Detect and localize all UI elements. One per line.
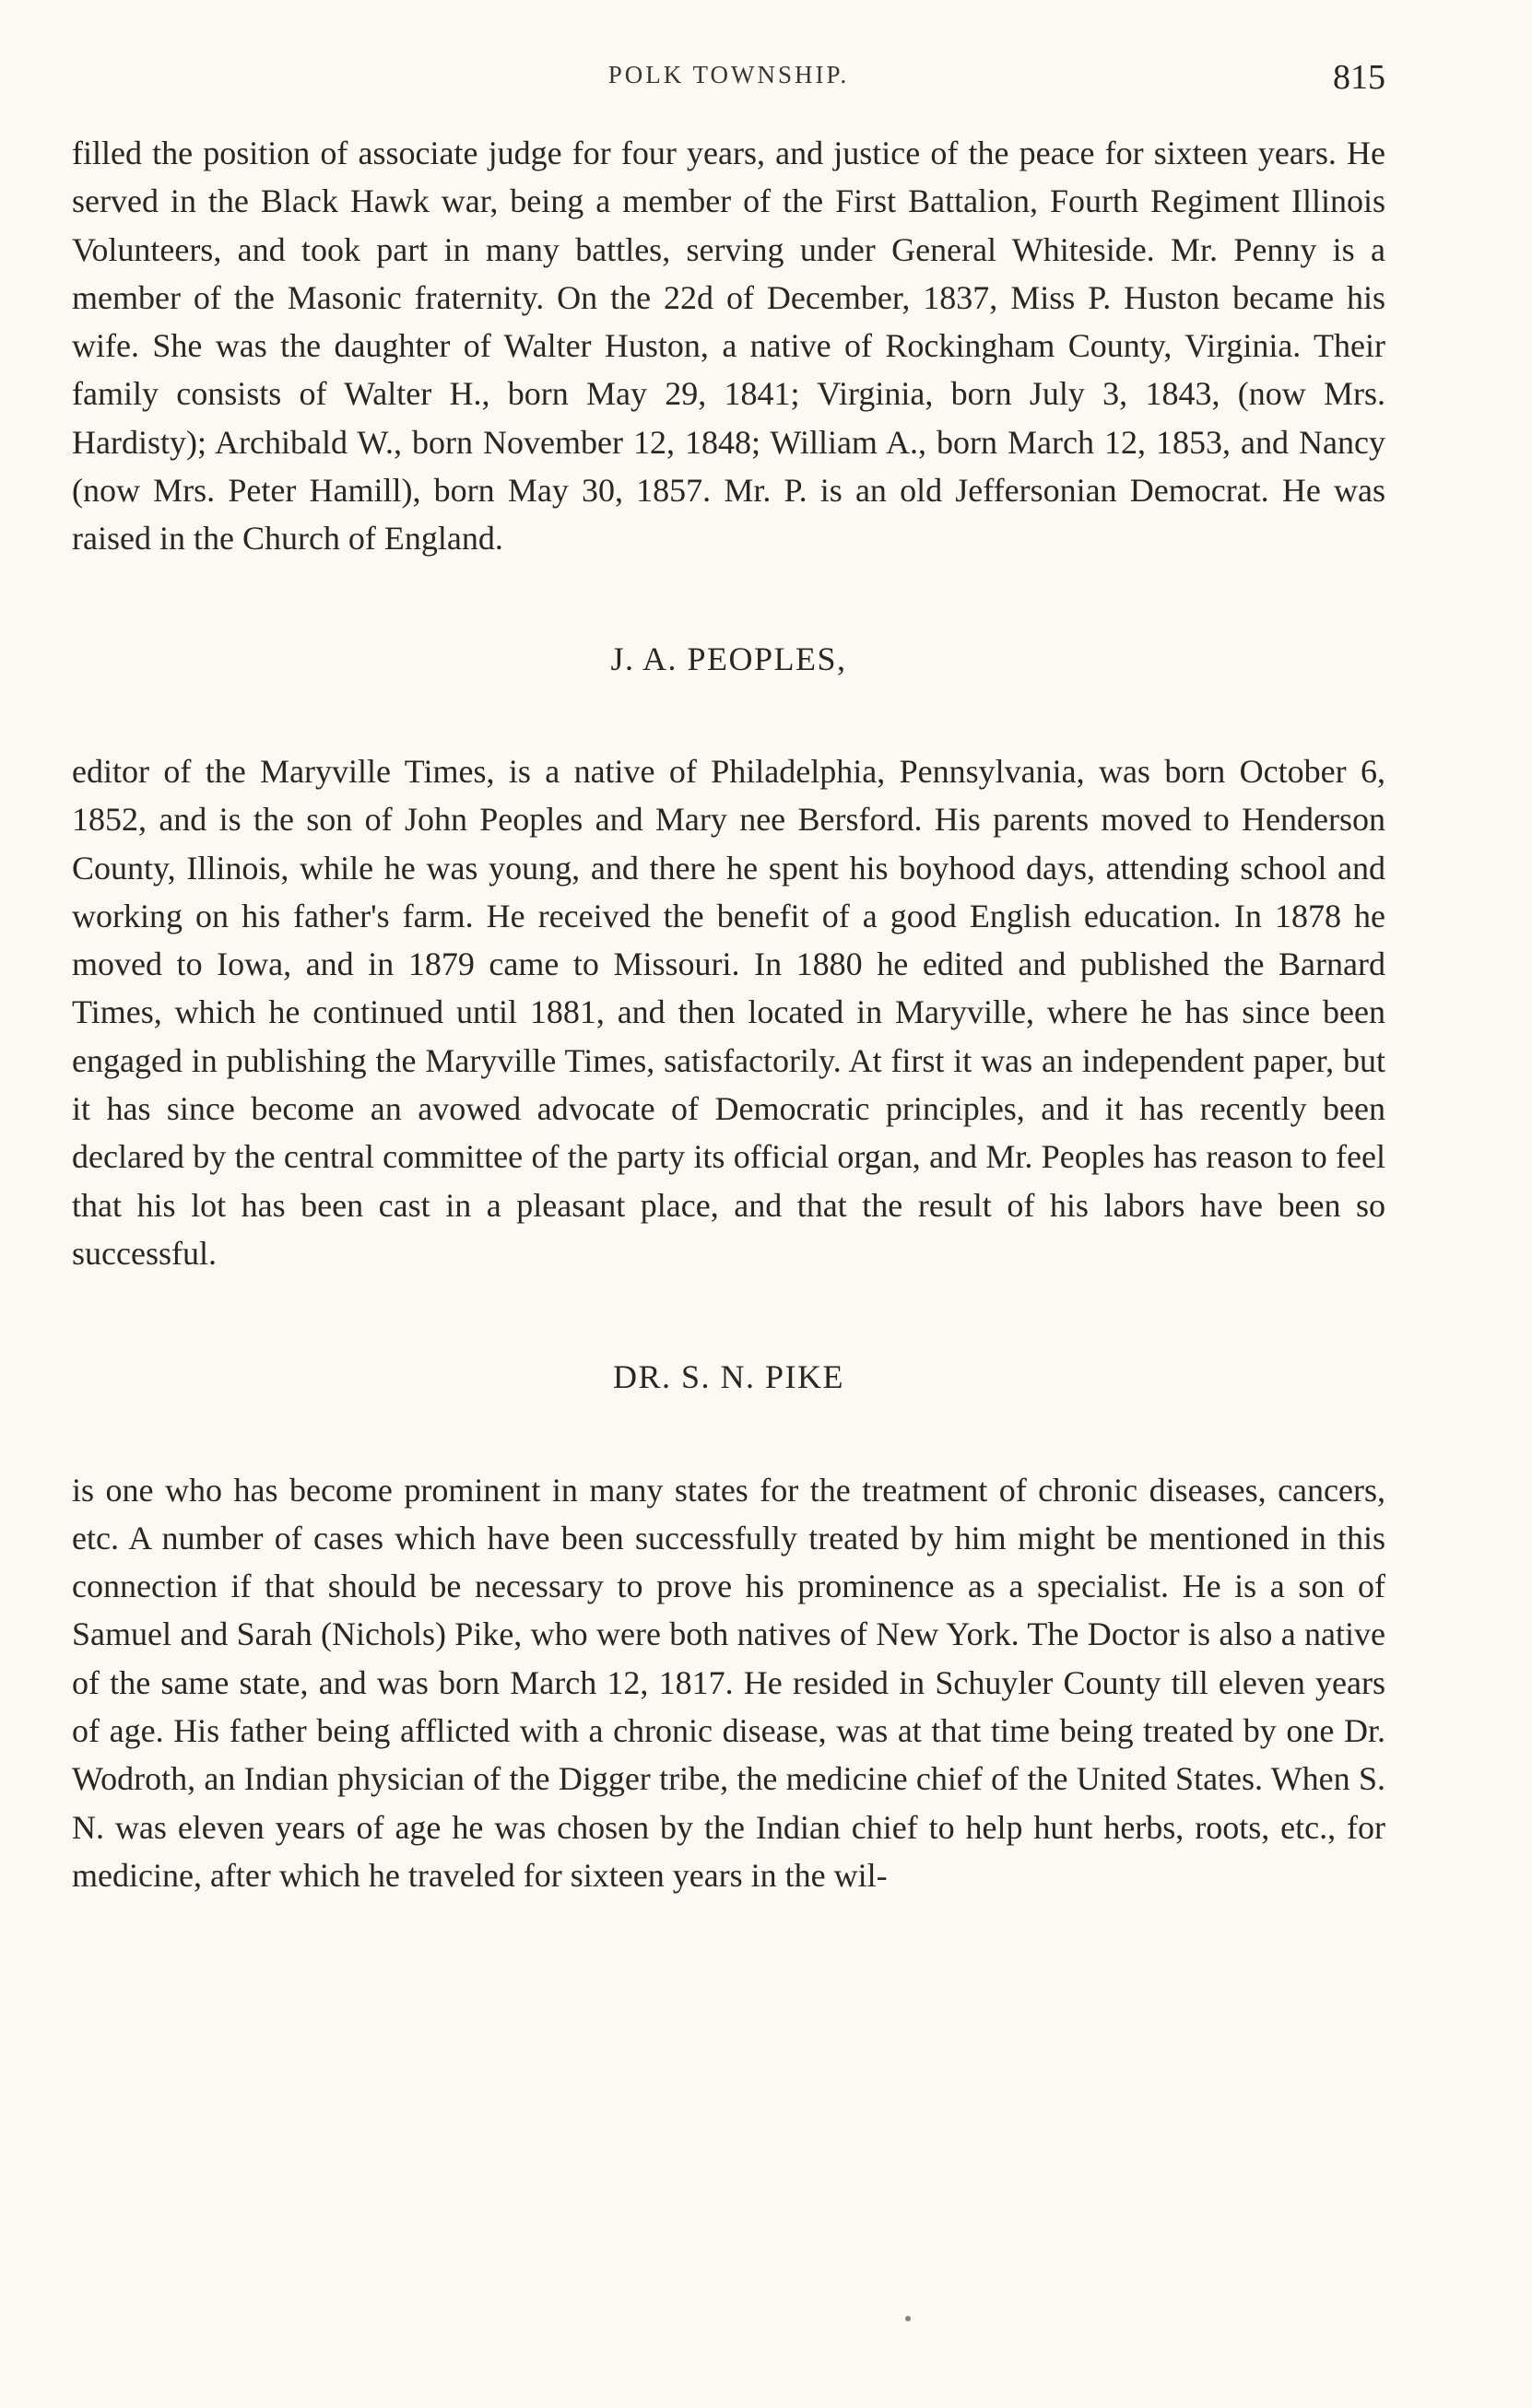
heading-j-a-peoples: J. A. PEOPLES, xyxy=(610,640,847,677)
paragraph-dr-s-n-pike: is one who has become prominent in many states for the treatment of chronic diseases, cancers, etc. A number of cases which have been successfully treated by him might be mentioned in this connection if that should be necessary to prove his prominence as a specialist. He is a son of Samuel and Sarah (Nichols) Pike, who were both natives of New York. The Doctor is also a native of the same state, and was born March 12, 1817. He resided in Schuyler County till eleven years of age. His father being afflicted with a chronic disease, was at that time being treated by one Dr. Wodroth, an Indian physician of the Digger tribe, the medicine chief of the United States. When S. N. was eleven years of age he was chosen by the Indian chief to help hunt herbs, roots, etc., for medicine, after which he traveled for sixteen years in the wil- xyxy=(72,1471,1385,1894)
print-speck xyxy=(905,2316,911,2321)
paragraph-penny-continued: filled the position of associate judge for four years, and justice of the peace for sixteen years. He served in the Black Hawk war, being a member of the First Battalion, Fourth Regiment Illinois Volunteers, and took part in many battles, serving under General Whiteside. Mr. Penny is a member of the Masonic fraternity. On the 22d of December, 1837, Miss P. Huston became his wife. She was the daughter of Walter Huston, a native of Rockingham County, Virginia. Their family consists of Walter H., born May 29, 1841; Virginia, born July 3, 1843, (now Mrs. Hardisty); Archibald W., born November 12, 1848; William A., born March 12, 1853, and Nancy (now Mrs. Peter Hamill), born May 30, 1857. Mr. P. is an old Jeffersonian Democrat. He was raised in the Church of England. xyxy=(72,135,1385,558)
running-title: POLK TOWNSHIP. xyxy=(607,61,850,88)
paragraph-j-a-peoples: editor of the Maryville Times, is a native of Philadelphia, Pennsylvania, was born October 6, 1852, and is the son of John Peoples and Mary nee Bersford. His parents moved to Henderson County, Illinois, while he was young, and there he spent his boyhood days, attending school and working on his father's farm. He received the benefit of a good English education. In 1878 he moved to Iowa, and in 1879 came to Missouri. In 1880 he edited and published the Barnard Times, which he continued until 1881, and then located in Maryville, where he has since been engaged in publishing the Maryville Times, satisfactorily. At first it was an independent paper, but it has since become an avowed advocate of Democratic principles, and it has recently been declared by the central committee of the party its official organ, and Mr. Peoples has reason to feel that his lot has been cast in a pleasant place, and that the result of his labors have been so successful. xyxy=(72,752,1385,1272)
body-text xyxy=(72,129,1385,1899)
running-head xyxy=(72,57,1385,112)
heading-dr-s-n-pike: DR. S. N. PIKE xyxy=(612,1358,845,1396)
page-number: 815 xyxy=(1333,58,1385,97)
